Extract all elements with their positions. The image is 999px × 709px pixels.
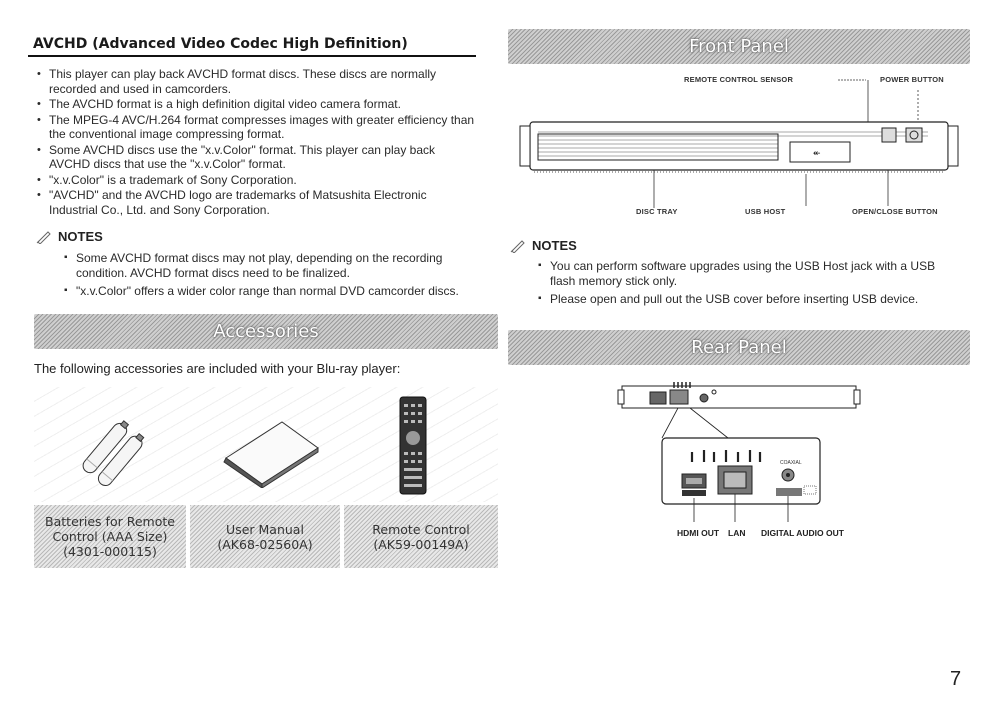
caption-user-manual: User Manual (AK68-02560A)	[190, 505, 340, 568]
title-underline	[28, 55, 476, 57]
label-disc-tray: DISC TRAY	[636, 207, 678, 216]
accessories-banner	[34, 314, 498, 349]
pencil-icon	[510, 239, 526, 253]
avchd-notes-list	[62, 251, 472, 300]
front-panel-banner-title: Front Panel	[689, 36, 789, 57]
front-panel-diagram	[508, 70, 970, 230]
list-item: ▪ You can perform software upgrades using the USB Host jack with a USB flash memory stick only.	[536, 259, 946, 288]
front-panel-banner	[508, 29, 970, 64]
batteries-illustration	[70, 410, 160, 490]
label-digital-audio-out: DIGITAL AUDIO OUT	[761, 528, 844, 538]
front-notes-heading	[510, 238, 577, 253]
caption-remote-control: Remote Control (AK59-00149A)	[344, 505, 498, 568]
list-item: • Some AVCHD discs use the "x.v.Color" format. This player can play back AVCHD discs that use the "x.v.Color" format.	[35, 143, 475, 172]
list-item: ▪ Some AVCHD format discs may not play, depending on the recording condition. AVCHD format discs need to be finalized.	[62, 251, 472, 280]
front-notes-list	[536, 259, 946, 308]
label-hdmi-out: HDMI OUT	[677, 528, 720, 538]
rear-panel-banner-title: Rear Panel	[691, 337, 787, 358]
list-item: ▪ "x.v.Color" offers a wider color range than normal DVD camcorder discs.	[62, 284, 472, 299]
accessories-intro: The following accessories are included with your Blu-ray player:	[34, 361, 401, 376]
notes-label: NOTES	[58, 229, 103, 244]
remote-control-illustration	[398, 396, 428, 496]
user-manual-illustration	[218, 418, 328, 488]
list-item: • "x.v.Color" is a trademark of Sony Corporation.	[35, 173, 475, 188]
avchd-title: AVCHD (Advanced Video Codec High Definition)	[33, 36, 408, 52]
page-number: 7	[950, 668, 962, 690]
label-usb-host: USB HOST	[745, 207, 786, 216]
label-lan: LAN	[728, 528, 746, 538]
list-item: • The AVCHD format is a high definition digital video camera format.	[35, 97, 475, 112]
list-item: • The MPEG-4 AVC/H.264 format compresses images with greater efficiency than the conventional image compressing format.	[35, 113, 475, 142]
label-open-close: OPEN/CLOSE BUTTON	[852, 207, 938, 216]
list-item: • "AVCHD" and the AVCHD logo are trademarks of Matsushita Electronic Industrial Co., Ltd. and Sony Corporation.	[35, 188, 475, 217]
avchd-notes-heading	[36, 229, 103, 244]
rear-panel-diagram	[600, 370, 870, 525]
coaxial-mark: COAXIAL	[780, 460, 802, 466]
label-power-button: POWER BUTTON	[880, 75, 944, 84]
list-item: • This player can play back AVCHD format discs. These discs are normally recorded and used in camcorders.	[35, 67, 475, 96]
label-remote-sensor: REMOTE CONTROL SENSOR	[684, 75, 794, 84]
svg-text:↞: ↞	[813, 148, 821, 158]
notes-label: NOTES	[532, 238, 577, 253]
avchd-bullet-list	[35, 67, 475, 218]
caption-batteries: Batteries for Remote Control (AAA Size) (4301-000115)	[34, 505, 186, 568]
list-item: ▪ Please open and pull out the USB cover before inserting USB device.	[536, 292, 946, 307]
accessories-banner-title: Accessories	[213, 321, 319, 342]
pencil-icon	[36, 230, 52, 244]
rear-panel-banner	[508, 330, 970, 365]
